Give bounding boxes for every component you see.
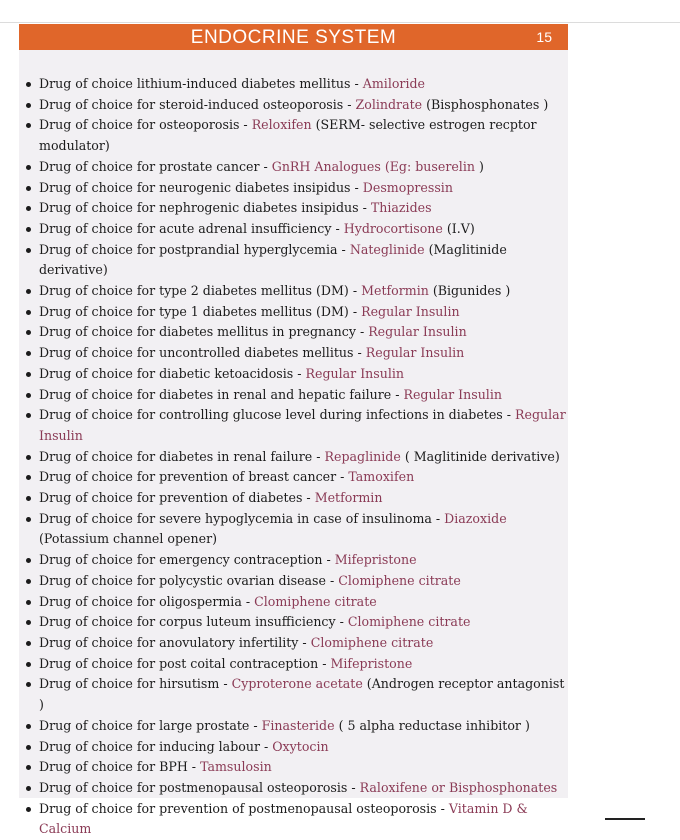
indication-text: Drug of choice for inducing labour - <box>39 738 273 754</box>
list-item <box>19 778 568 799</box>
list-item <box>19 509 568 550</box>
list-item <box>19 737 568 758</box>
list-item <box>19 592 568 613</box>
drug-name: Repaglinide <box>324 448 401 464</box>
page-number: 15 <box>536 29 552 45</box>
list-item <box>19 115 568 156</box>
drug-name: Diazoxide <box>444 510 507 526</box>
drug-note: ( Maglitinide derivative) <box>400 448 560 464</box>
indication-text: Drug of choice for oligospermia - <box>39 593 255 609</box>
indication-text: Drug of choice for post coital contraception - <box>39 655 331 671</box>
drug-name: GnRH Analogues (Eg: buserelin <box>271 158 475 174</box>
list-item <box>19 343 568 364</box>
drug-name: Mifepristone <box>334 552 417 568</box>
drug-note: (Bigunides ) <box>428 283 511 299</box>
indication-text: Drug of choice for controlling glucose level during infections in diabetes - <box>39 407 516 423</box>
indication-text: Drug of choice for osteoporosis - <box>39 117 252 133</box>
drug-name: Tamoxifen <box>348 469 415 485</box>
indication-text: Drug of choice for acute adrenal insufficiency - <box>39 220 344 236</box>
indication-text: Drug of choice for nephrogenic diabetes insipidus - <box>39 200 371 216</box>
indication-text: Drug of choice for BPH - <box>39 759 201 775</box>
indication-text: Drug of choice lithium-induced diabetes mellitus - <box>39 76 363 91</box>
drug-name: Regular Insulin <box>39 407 566 443</box>
drug-name: Clomiphene citrate <box>338 572 461 588</box>
list-item <box>19 550 568 571</box>
drug-note: (Bisphosphonates ) <box>422 96 549 112</box>
list-item <box>19 488 568 509</box>
document-page <box>19 24 568 837</box>
list-item <box>19 157 568 178</box>
drug-name: Oxytocin <box>272 738 329 754</box>
drug-name: Regular Insulin <box>361 303 460 319</box>
indication-text: Drug of choice for prevention of diabetes - <box>39 490 315 506</box>
drug-name: Hydrocortisone <box>343 220 443 236</box>
drug-note: (I.V) <box>442 220 475 236</box>
drug-name: Thiazides <box>370 200 432 216</box>
indication-text: Drug of choice for anovulatory infertility - <box>39 634 311 650</box>
indication-text: Drug of choice for prevention of breast cancer - <box>39 469 349 485</box>
drug-note: (Maglitinide derivative) <box>39 241 507 278</box>
indication-text: Drug of choice for type 2 diabetes mellitus (DM) - <box>39 283 362 299</box>
drug-name: Cyproterone acetate <box>231 676 363 692</box>
indication-text: Drug of choice for postmenopausal osteoporosis - <box>39 779 360 795</box>
drug-note: ( 5 alpha reductase inhibitor ) <box>334 717 530 733</box>
indication-text: Drug of choice for severe hypoglycemia in case of insulinoma - <box>39 510 445 526</box>
list-item <box>19 654 568 675</box>
list-item <box>19 74 568 95</box>
drug-name: Reloxifen <box>251 117 312 133</box>
list-item <box>19 612 568 633</box>
list-item <box>19 322 568 343</box>
list-item <box>19 757 568 778</box>
drug-name: Clomiphene citrate <box>310 634 434 650</box>
drug-note: ) <box>474 158 484 174</box>
drug-name: Metformin <box>314 490 383 506</box>
list-item <box>19 716 568 737</box>
list-item <box>19 799 568 840</box>
indication-text: Drug of choice for prevention of postmenopausal osteoporosis - <box>39 800 449 816</box>
indication-text: Drug of choice for postprandial hyperglycemia - <box>39 241 350 257</box>
drug-note: (Potassium channel opener) <box>39 531 218 547</box>
drug-name: Finasteride <box>261 717 335 733</box>
drug-note: (SERM- selective estrogen recptor modulator) <box>39 117 537 154</box>
list-item <box>19 240 568 281</box>
list-item <box>19 385 568 406</box>
indication-text: Drug of choice for polycystic ovarian disease - <box>39 572 339 588</box>
drug-name: Regular Insulin <box>403 386 502 402</box>
indication-text: Drug of choice for neurogenic diabetes insipidus - <box>39 179 363 195</box>
list-item <box>19 281 568 302</box>
indication-text: Drug of choice for large prostate - <box>39 717 262 733</box>
indication-text: Drug of choice for diabetes in renal failure - <box>39 448 325 464</box>
list-item <box>19 447 568 468</box>
list-item <box>19 95 568 116</box>
list-item <box>19 633 568 654</box>
drug-name: Raloxifene or Bisphosphonates <box>359 779 558 795</box>
drug-name: Mifepristone <box>330 655 413 671</box>
drug-name: Metformin <box>361 283 429 299</box>
indication-text: Drug of choice for emergency contraception - <box>39 552 335 568</box>
indication-text: Drug of choice for steroid-induced osteoporosis - <box>39 96 356 112</box>
section-header <box>19 24 568 50</box>
indication-text: Drug of choice for diabetes in renal and hepatic failure - <box>39 386 404 402</box>
list-item <box>19 219 568 240</box>
drug-name: Regular Insulin <box>305 365 405 381</box>
indication-text: Drug of choice for uncontrolled diabetes mellitus - <box>39 345 366 361</box>
list-item <box>19 302 568 323</box>
indication-text: Drug of choice for type 1 diabetes mellitus (DM) - <box>39 303 362 319</box>
drug-name: Desmopressin <box>362 179 453 195</box>
indication-text: Drug of choice for prostate cancer - <box>39 158 272 174</box>
indication-text: Drug of choice for hirsutism - <box>39 676 232 692</box>
drug-name: Vitamin D & Calcium <box>39 800 528 837</box>
corner-mark <box>605 818 645 820</box>
drug-name: Zolindrate <box>355 96 423 112</box>
drug-name: Clomiphene citrate <box>347 614 471 630</box>
list-item <box>19 571 568 592</box>
list-item <box>19 364 568 385</box>
indication-text: Drug of choice for diabetes mellitus in pregnancy - <box>39 324 369 340</box>
drug-note: (Androgen receptor antagonist ) <box>39 676 565 713</box>
indication-text: Drug of choice for corpus luteum insufficiency - <box>39 614 348 630</box>
indication-text: Drug of choice for diabetic ketoacidosis - <box>39 365 306 381</box>
drug-name: Amiloride <box>362 76 425 91</box>
drug-name: Tamsulosin <box>200 759 272 775</box>
list-item <box>19 198 568 219</box>
list-item <box>19 674 568 715</box>
list-item <box>19 405 568 446</box>
drug-of-choice-list <box>19 74 568 840</box>
list-item <box>19 467 568 488</box>
drug-name: Regular Insulin <box>368 324 467 340</box>
drug-name: Clomiphene citrate <box>254 593 377 609</box>
drug-name: Regular Insulin <box>365 345 465 361</box>
drug-name: Nateglinide <box>349 241 425 257</box>
top-divider <box>0 22 680 23</box>
section-title: ENDOCRINE SYSTEM <box>190 27 397 48</box>
list-item <box>19 178 568 199</box>
